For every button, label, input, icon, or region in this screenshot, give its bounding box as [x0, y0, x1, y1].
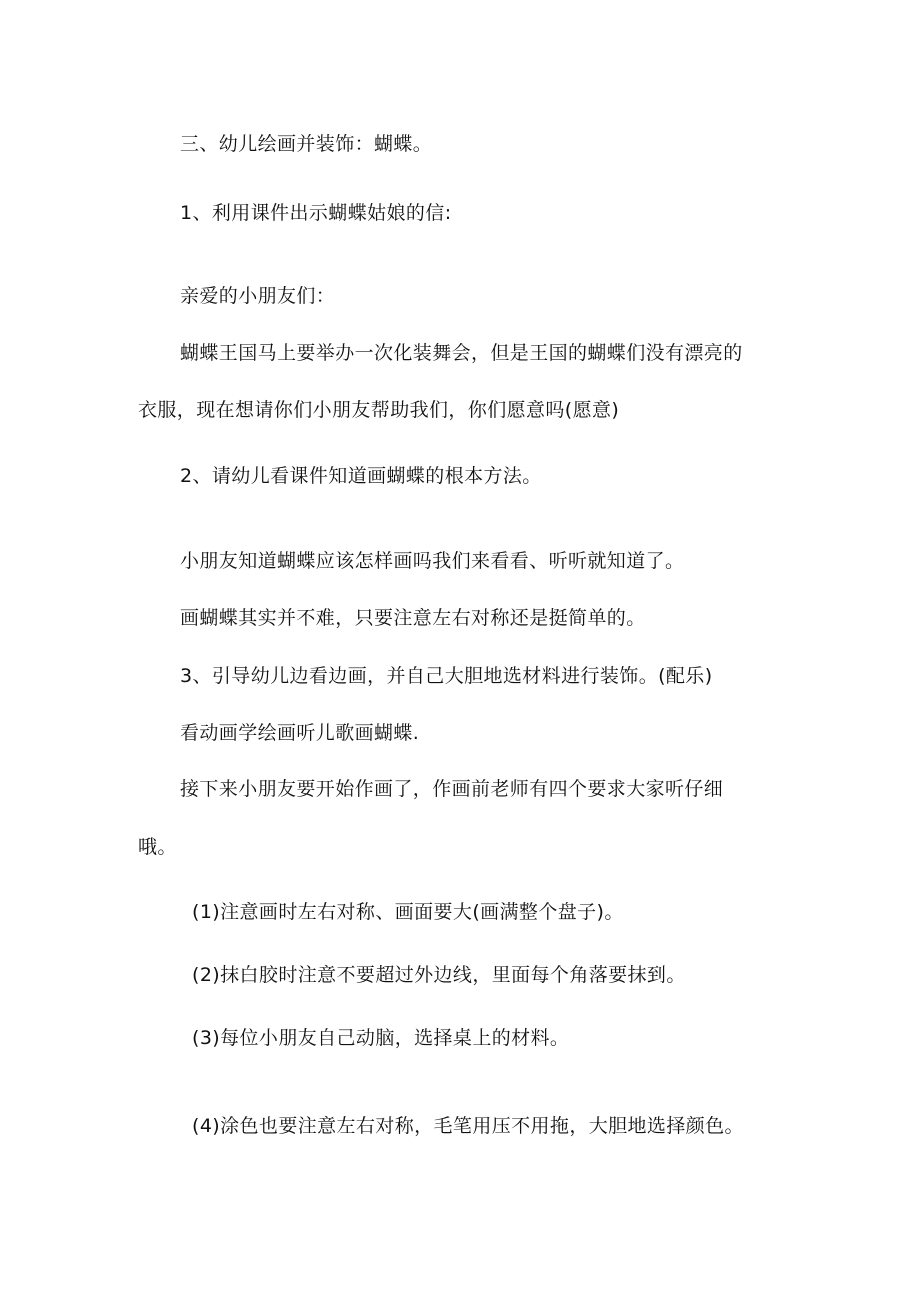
requirement-3: (3)每位小朋友自己动脑，选择桌上的材料。: [192, 1027, 570, 1049]
paragraph-line: 小朋友知道蝴蝶应该怎样画吗我们来看看、听听就知道了。: [180, 550, 685, 572]
section-heading: 三、幼儿绘画并装饰：蝴蝶。: [180, 133, 433, 155]
letter-greeting: 亲爱的小朋友们：: [180, 285, 336, 307]
paragraph-line: 看动画学绘画听儿歌画蝴蝶.: [180, 722, 420, 744]
letter-body-line-2: 衣服，现在想请你们小朋友帮助我们，你们愿意吗(愿意): [138, 399, 620, 421]
step-2: 2、请幼儿看课件知道画蝴蝶的根本方法。: [180, 465, 542, 487]
paragraph-line-continued: 哦。: [138, 836, 177, 858]
step-1: 1、利用课件出示蝴蝶姑娘的信:: [180, 202, 452, 224]
paragraph-line: 画蝴蝶其实并不难，只要注意左右对称还是挺简单的。: [180, 607, 646, 629]
paragraph-line: 接下来小朋友要开始作画了，作画前老师有四个要求大家听仔细: [180, 778, 724, 800]
requirement-2: (2)抹白胶时注意不要超过外边线，里面每个角落要抹到。: [192, 964, 686, 986]
letter-body-line-1: 蝴蝶王国马上要举办一次化装舞会，但是王国的蝴蝶们没有漂亮的: [180, 342, 743, 364]
requirement-1: (1)注意画时左右对称、画面要大(画满整个盘子)。: [192, 901, 624, 923]
step-3: 3、引导幼儿边看边画，并自己大胆地选材料进行装饰。(配乐): [180, 665, 713, 687]
requirement-4: (4)涂色也要注意左右对称，毛笔用压不用拖，大胆地选择颜色。: [192, 1115, 744, 1137]
